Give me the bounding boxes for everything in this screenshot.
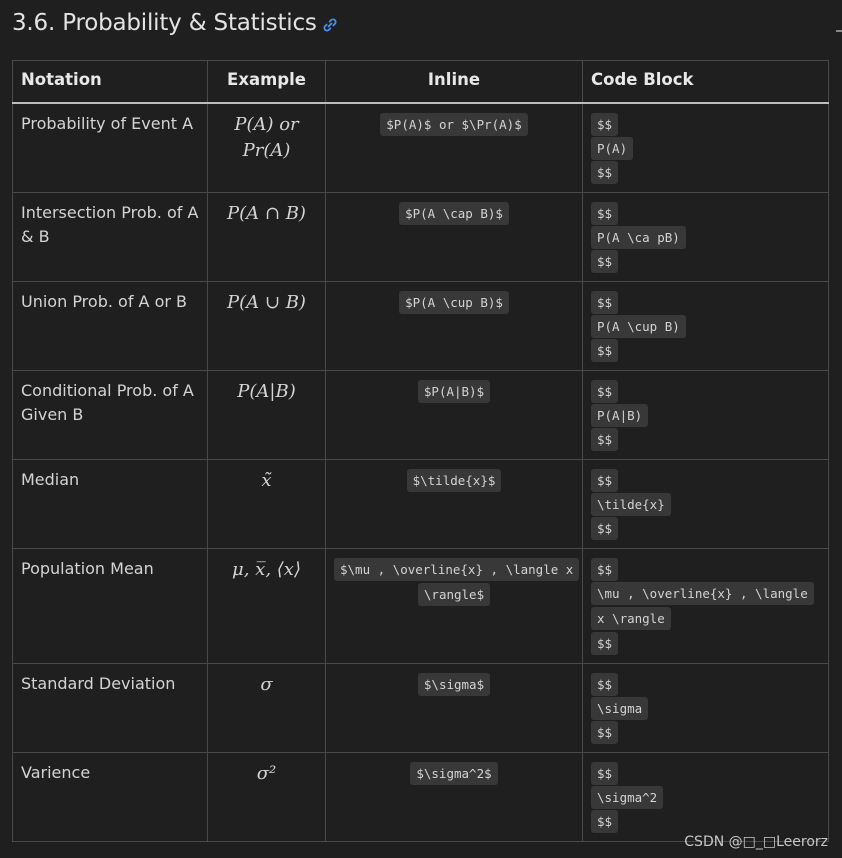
header-code-block: Code Block [583,61,829,104]
code-block-cell [583,193,829,282]
code-line: \tilde{x} [591,493,671,516]
inline-cell [326,753,583,842]
code-line: $$ [591,202,618,225]
inline-cell [326,103,583,193]
inline-cell [326,282,583,371]
notation-cell: Probability of Event A [13,103,208,193]
code-line: $$ [591,810,618,833]
code-line: \mu , \overline{x} , \langle x \rangle [591,582,814,630]
code-line: $$ [591,339,618,362]
code-line: $$ [591,428,618,451]
header-example: Example [208,61,326,104]
inline-code: $P(A)$ or $\Pr(A)$ [380,113,527,136]
notation-cell: Conditional Prob. of A Given B [13,371,208,460]
table-row [13,371,829,460]
inline-cell [326,193,583,282]
code-block-cell [583,664,829,753]
inline-code: $\tilde{x}$ [407,469,502,492]
code-block-cell [583,460,829,549]
inline-cell [326,664,583,753]
notation-cell: Standard Deviation [13,664,208,753]
code-line: $$ [591,721,618,744]
table-row [13,103,829,193]
table-row [13,193,829,282]
inline-cell [326,371,583,460]
table-header-row [13,61,829,104]
code-line: $$ [591,469,618,492]
inline-code: $\sigma$ [418,673,490,696]
header-inline: Inline [326,61,583,104]
notation-cell: Union Prob. of A or B [13,282,208,371]
code-line: $$ [591,113,618,136]
section-heading [12,6,339,40]
inline-code: $\mu , \overline{x} , \langle x \rangle$ [334,558,579,606]
example-cell: σ [208,664,326,753]
watermark: CSDN @□_□Leerorz [684,834,828,850]
inline-code: $P(A|B)$ [418,380,490,403]
code-line: P(A|B) [591,404,648,427]
code-line: P(A \ca pB) [591,226,686,249]
code-line: $$ [591,762,618,785]
example-cell: x̃ [208,460,326,549]
edge-marker [836,30,842,32]
code-line: $$ [591,380,618,403]
code-block-cell [583,371,829,460]
code-block-cell [583,753,829,842]
inline-code: $P(A \cup B)$ [399,291,509,314]
example-cell: P(A ∪ B) [208,282,326,371]
code-line: $$ [591,673,618,696]
table-row [13,282,829,371]
header-notation: Notation [13,61,208,104]
table-row [13,753,829,842]
code-line: $$ [591,632,618,655]
table-row [13,664,829,753]
code-line: $$ [591,161,618,184]
link-icon[interactable] [321,16,339,34]
example-cell: σ² [208,753,326,842]
code-block-cell [583,282,829,371]
example-cell: P(A ∩ B) [208,193,326,282]
code-block-cell [583,103,829,193]
notation-table [12,60,829,842]
table-row [13,460,829,549]
code-block-cell [583,549,829,664]
inline-code: $P(A \cap B)$ [399,202,509,225]
code-line: $$ [591,558,618,581]
inline-code: $\sigma^2$ [410,762,497,785]
example-cell: μ, x̅, ⟨x⟩ [208,549,326,664]
code-line: \sigma^2 [591,786,663,809]
code-line: $$ [591,250,618,273]
example-cell: P(A|B) [208,371,326,460]
inline-cell [326,460,583,549]
table-row [13,549,829,664]
notation-cell: Intersection Prob. of A & B [13,193,208,282]
code-line: P(A \cup B) [591,315,686,338]
example-cell: P(A) or Pr(A) [208,103,326,193]
notation-cell: Varience [13,753,208,842]
inline-cell [326,549,583,664]
code-line: $$ [591,517,618,540]
code-line: \sigma [591,697,648,720]
code-line: P(A) [591,137,633,160]
code-line: $$ [591,291,618,314]
section-title: 3.6. Probability & Statistics [12,10,317,36]
notation-cell: Population Mean [13,549,208,664]
notation-cell: Median [13,460,208,549]
